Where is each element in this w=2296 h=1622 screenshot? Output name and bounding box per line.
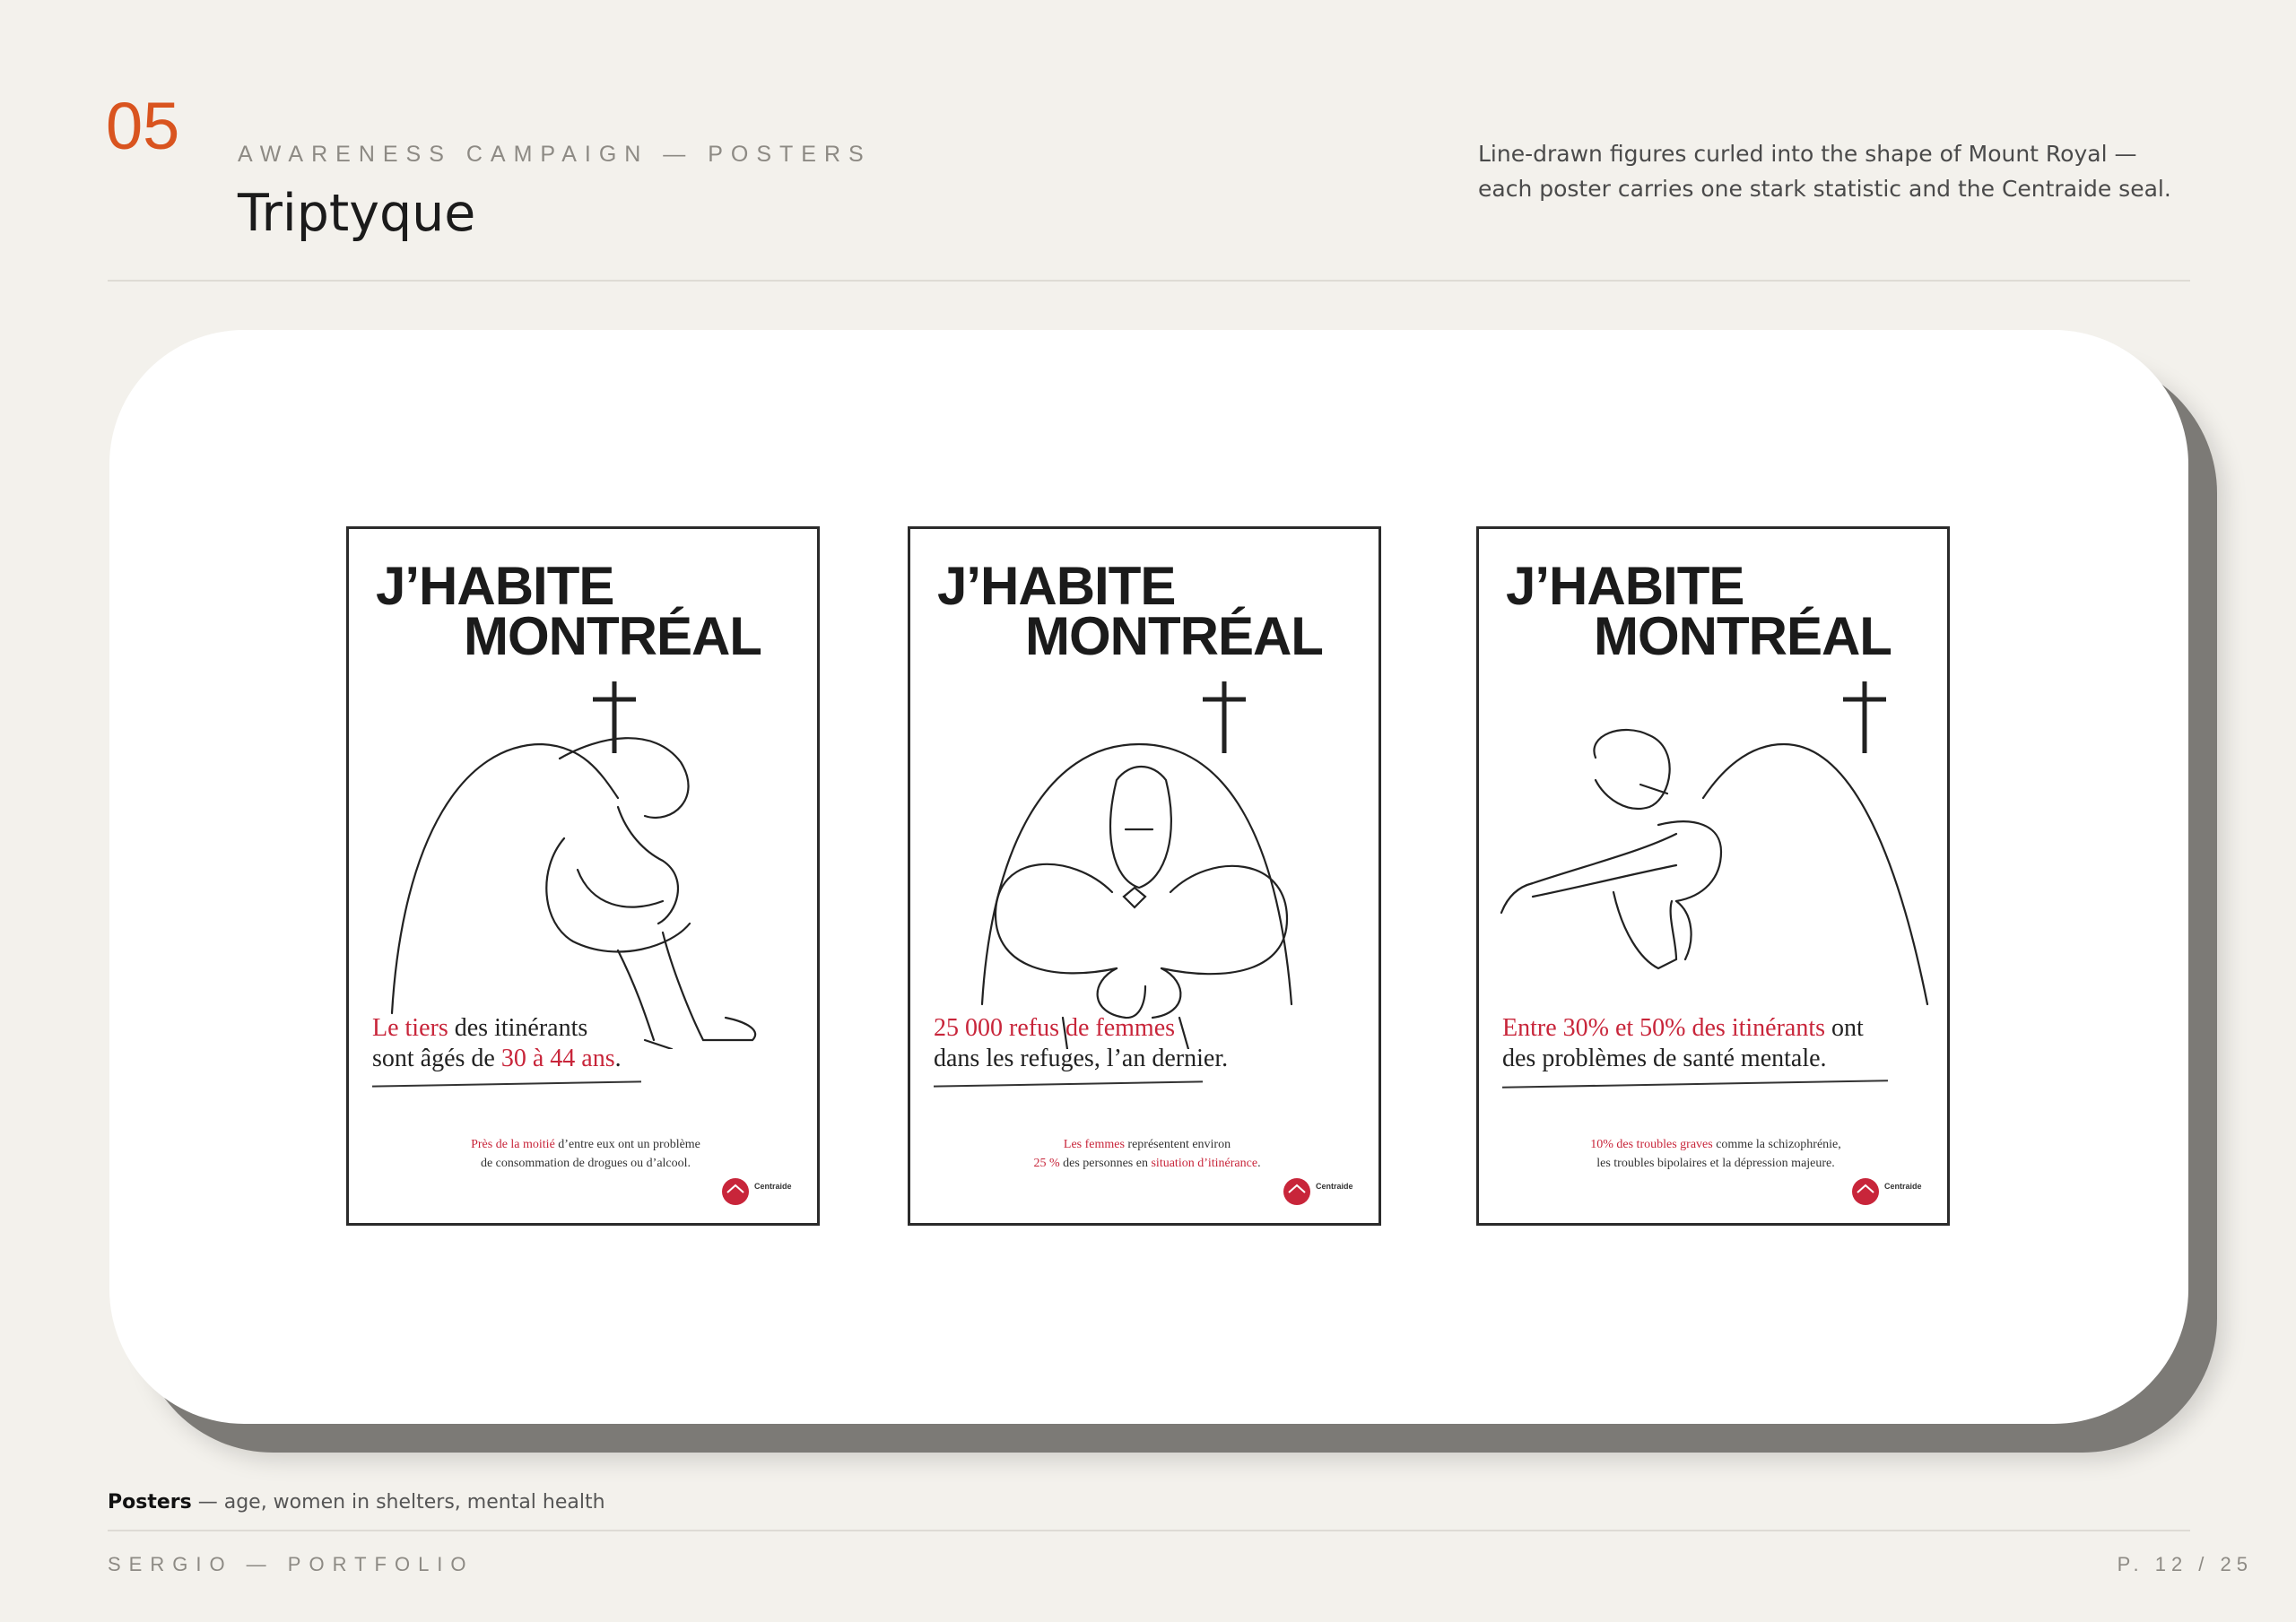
stat-text: dans les refuges, l’an dernier. xyxy=(934,1045,1229,1072)
poster-statistic xyxy=(372,1013,803,1074)
section-kicker: AWARENESS CAMPAIGN — POSTERS xyxy=(238,142,872,167)
seal-label: Centraide xyxy=(1316,1182,1353,1191)
mount-royal-figure-illustration xyxy=(1479,672,1950,1049)
centraide-logo-icon xyxy=(1850,1176,1881,1207)
fineprint-highlight: Les femmes xyxy=(1063,1138,1125,1151)
poster-headline-line1: J’HABITE xyxy=(937,556,1176,616)
caption-text: — age, women in shelters, mental health xyxy=(197,1491,605,1514)
fineprint-text: . xyxy=(1257,1157,1261,1170)
poster-fineprint xyxy=(349,1135,820,1173)
poster-statistic xyxy=(934,1013,1364,1074)
poster-age xyxy=(346,526,820,1226)
centraide-seal xyxy=(720,1176,797,1207)
poster-statistic xyxy=(1502,1013,1933,1074)
page-title: Triptyque xyxy=(238,184,476,243)
fineprint-text: des personnes en xyxy=(1059,1157,1152,1170)
centraide-seal xyxy=(1850,1176,1927,1207)
fineprint-highlight: Près de la moitié xyxy=(471,1138,555,1151)
figure-caption xyxy=(108,1491,605,1514)
mount-royal-figure-illustration xyxy=(910,672,1381,1049)
centraide-logo-icon xyxy=(720,1176,751,1207)
page-number: P. 12 / 25 xyxy=(2117,1553,2253,1575)
fineprint-text: les troubles bipolaires et la dépression majeure. xyxy=(1596,1157,1835,1170)
poster-women-shelters xyxy=(908,526,1381,1226)
fineprint-highlight: 25 % xyxy=(1033,1157,1060,1170)
stat-text: . xyxy=(614,1045,622,1072)
poster-mental-health xyxy=(1476,526,1950,1226)
bottom-divider xyxy=(108,1530,2190,1531)
stat-text: ont xyxy=(1825,1014,1864,1042)
stat-text: des problèmes de santé mentale. xyxy=(1502,1045,1827,1072)
poster-headline-line2: MONTRÉAL xyxy=(464,606,761,666)
fineprint-highlight: 10% des troubles graves xyxy=(1590,1138,1713,1151)
centraide-logo-icon xyxy=(1282,1176,1312,1207)
poster-headline-line2: MONTRÉAL xyxy=(1025,606,1323,666)
section-number: 05 xyxy=(106,89,180,163)
stat-highlight: Entre 30% et 50% des itinérants xyxy=(1502,1014,1826,1042)
stat-highlight: 30 à 44 ans xyxy=(500,1045,615,1072)
fineprint-text: représentent environ xyxy=(1124,1138,1231,1151)
stat-underline xyxy=(372,1080,641,1087)
poster-headline-line2: MONTRÉAL xyxy=(1594,606,1892,666)
poster-headline-line1: J’HABITE xyxy=(376,556,614,616)
mount-royal-figure-illustration xyxy=(349,672,820,1049)
stat-underline xyxy=(934,1080,1203,1087)
footer-portfolio-label: SERGIO — PORTFOLIO xyxy=(108,1553,474,1575)
poster-fineprint xyxy=(1479,1135,1950,1173)
section-description: Line-drawn figures curled into the shape of Mount Royal — each poster carries one stark statistic and the Centraide seal. xyxy=(1478,141,2171,202)
stat-underline xyxy=(1502,1080,1888,1089)
stat-text: des itinérants xyxy=(448,1014,588,1042)
stat-highlight: Le tiers xyxy=(372,1014,448,1042)
seal-label: Centraide xyxy=(754,1182,792,1191)
fineprint-text: de consommation de drogues ou d’alcool. xyxy=(480,1157,691,1170)
poster-headline-line1: J’HABITE xyxy=(1506,556,1744,616)
poster-fineprint xyxy=(910,1135,1381,1173)
stat-highlight: 25 000 refus de femmes xyxy=(934,1014,1176,1042)
fineprint-highlight: situation d’itinérance xyxy=(1151,1157,1258,1170)
top-divider xyxy=(108,280,2190,282)
fineprint-text: comme la schizophrénie, xyxy=(1712,1138,1841,1151)
caption-label: Posters xyxy=(108,1491,192,1514)
seal-label: Centraide xyxy=(1884,1182,1922,1191)
stat-text: sont âgés de xyxy=(372,1045,501,1072)
fineprint-text: d’entre eux ont un problème xyxy=(554,1138,700,1151)
centraide-seal xyxy=(1282,1176,1359,1207)
